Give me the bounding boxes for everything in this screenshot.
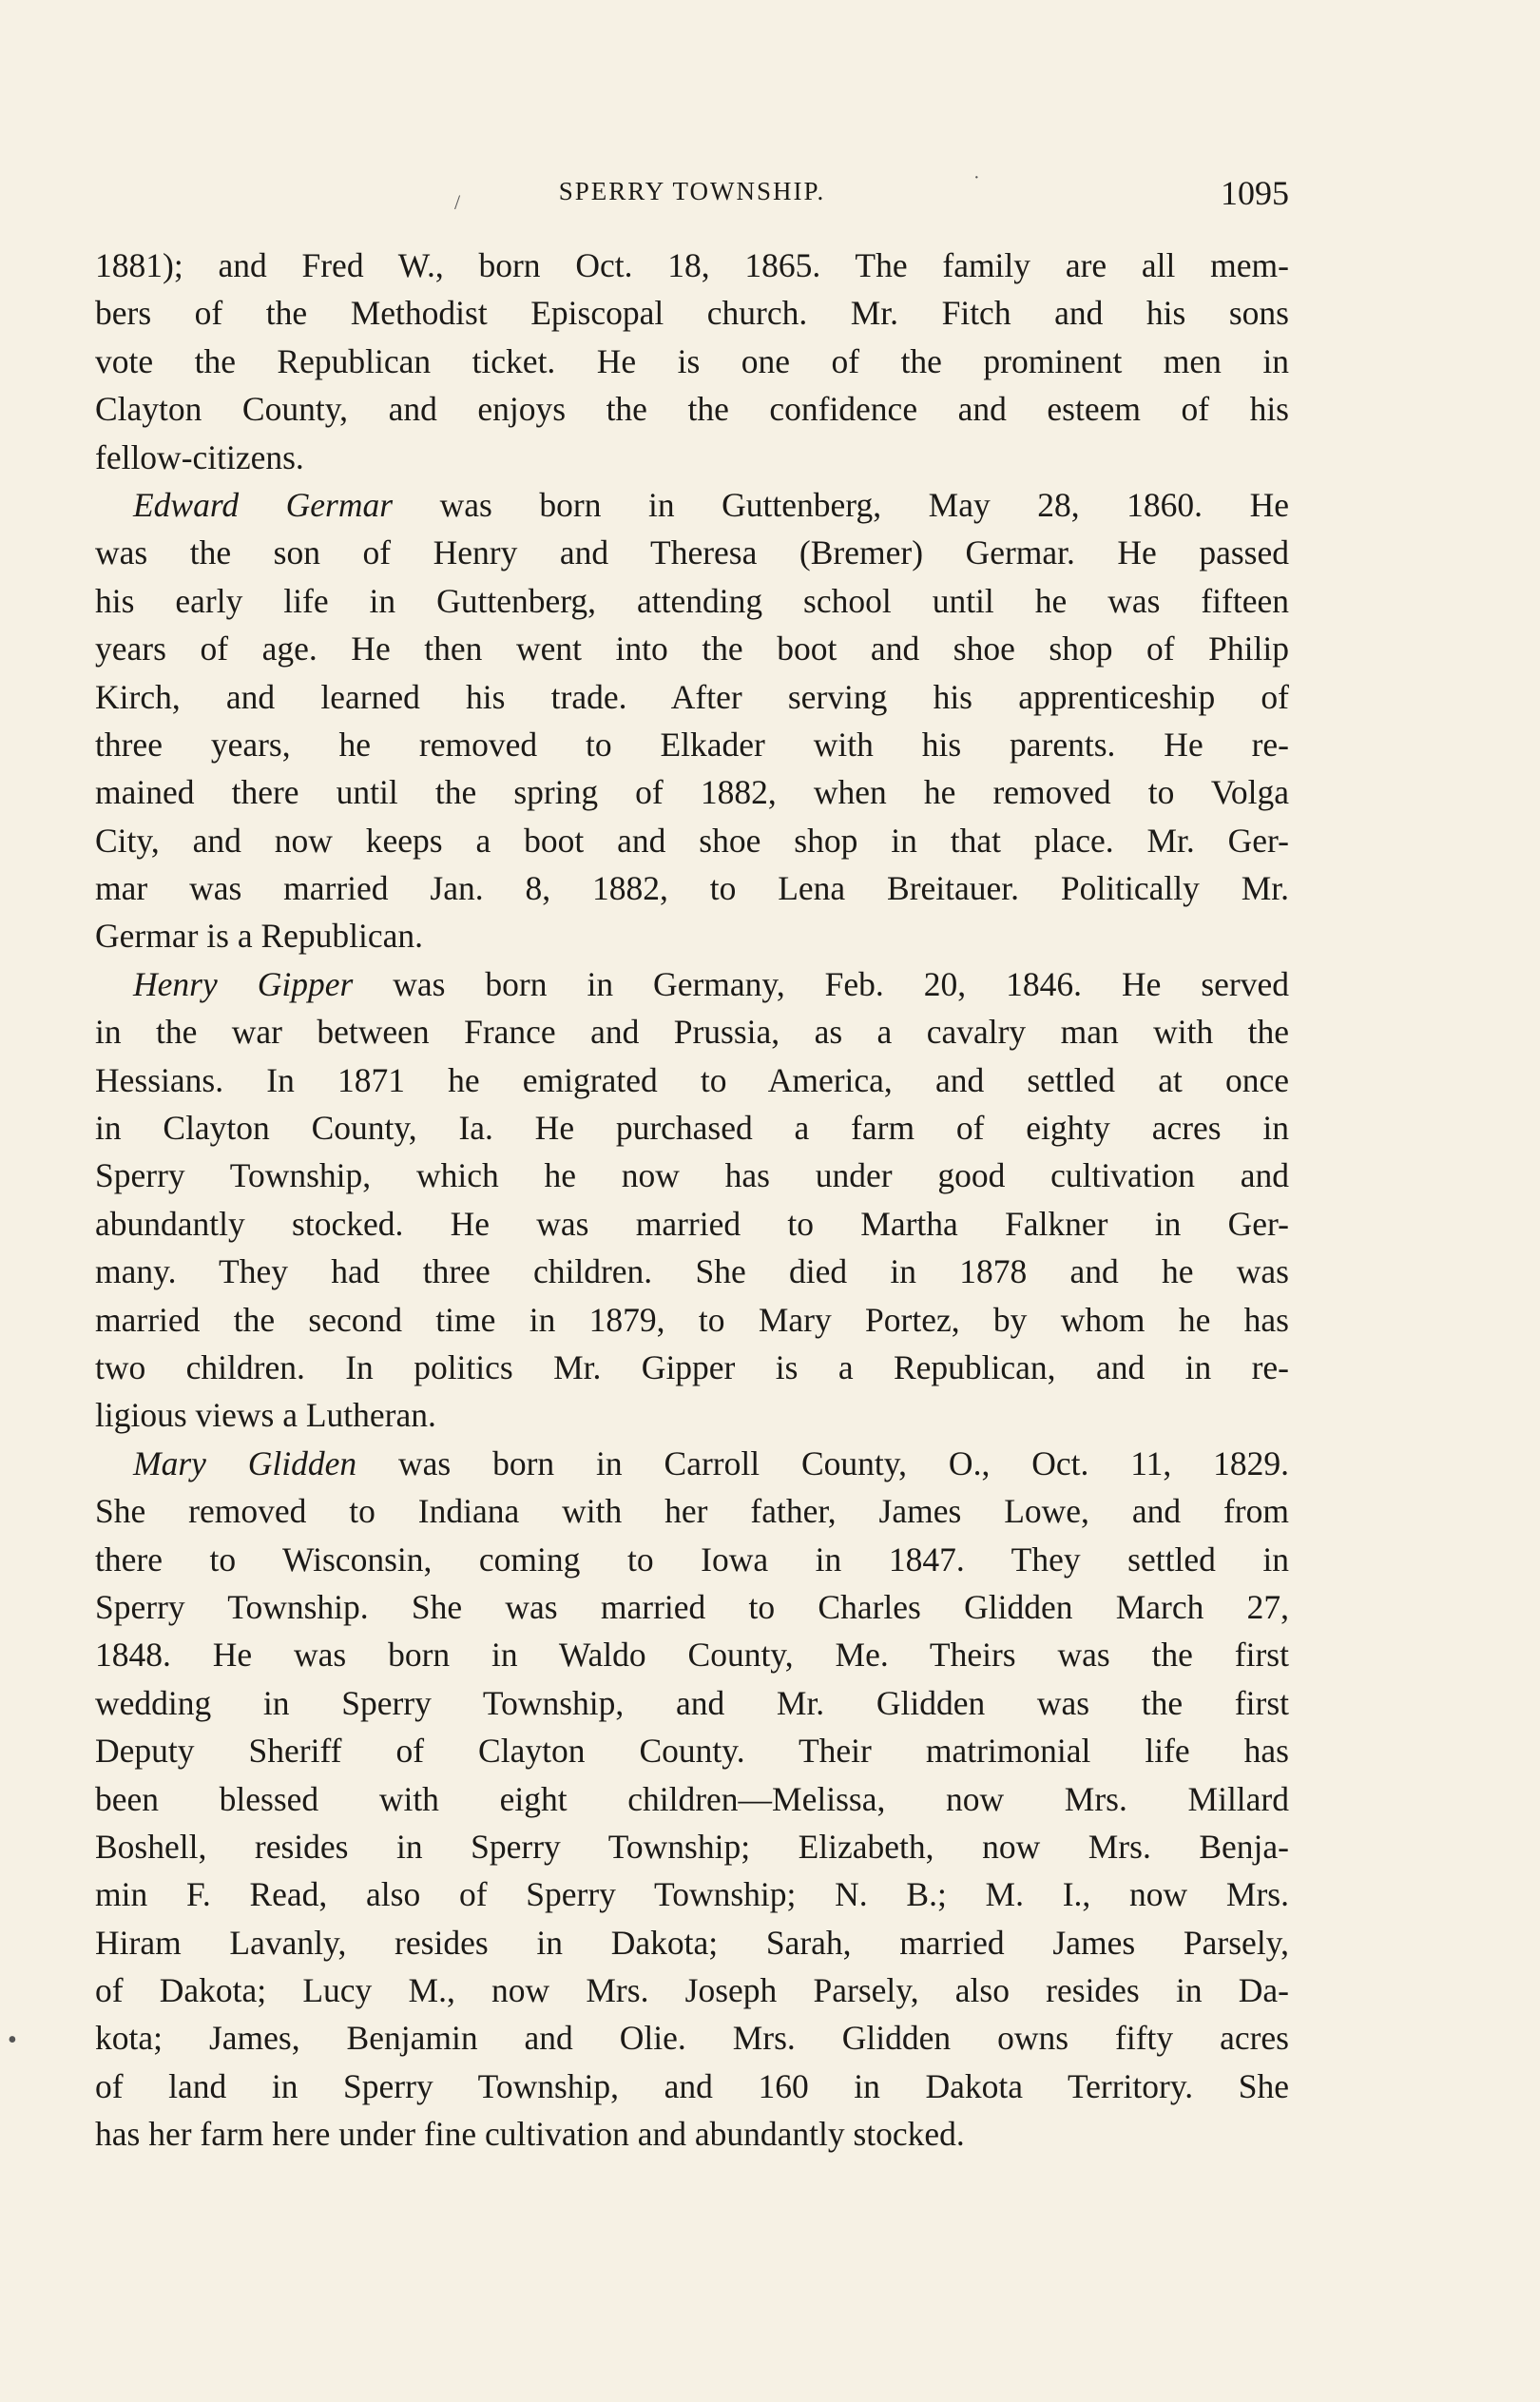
text-line: Henry Gipper was born in Germany, Feb. 20, 1846. He served — [133, 964, 1289, 1003]
text-line: 1848. He was born in Waldo County, Me. Theirs was the first — [95, 1636, 1289, 1675]
text-line: of land in Sperry Township, and 160 in Dakota Territory. She — [95, 2066, 1289, 2105]
text-line: Deputy Sheriff of Clayton County. Their matrimonial life has — [95, 1732, 1289, 1771]
text-line: Germar is a Republican. — [95, 917, 424, 956]
text-line: Kirch, and learned his trade. After serving his apprenticeship of — [95, 677, 1289, 716]
text-line: Sperry Township. She was married to Charles Glidden March 27, — [95, 1587, 1289, 1626]
text-line: in the war between France and Prussia, as a cavalry man with the — [95, 1013, 1289, 1052]
text-line: fellow-citizens. — [95, 437, 304, 476]
text-line: wedding in Sperry Township, and Mr. Glidden was the first — [95, 1683, 1289, 1722]
print-mark-dot: · — [973, 167, 980, 188]
text-line: Hessians. In 1871 he emigrated to America, and settled at once — [95, 1060, 1289, 1099]
text-line: mar was married Jan. 8, 1882, to Lena Breitauer. Politically Mr. — [95, 869, 1289, 908]
running-head — [95, 173, 1289, 211]
text-line: min F. Read, also of Sperry Township; N. B.; M. I., now Mrs. — [95, 1875, 1289, 1914]
text-line: was the son of Henry and Theresa (Bremer) Germar. He passed — [95, 533, 1289, 572]
text-line: been blessed with eight children—Melissa, now Mrs. Millard — [95, 1779, 1289, 1818]
page-number: 1095 — [1221, 174, 1289, 212]
text-line: 1881); and Fred W., born Oct. 18, 1865. The family are all mem- — [95, 246, 1289, 284]
running-title: SPERRY TOWNSHIP. — [558, 177, 826, 205]
text-line: City, and now keeps a boot and shoe shop in that place. Mr. Ger- — [95, 821, 1289, 860]
person-name: Edward Germar — [133, 485, 394, 524]
text-line: abundantly stocked. He was married to Martha Falkner in Ger- — [95, 1204, 1289, 1243]
text-line: married the second time in 1879, to Mary Portez, by whom he has — [95, 1300, 1289, 1339]
text-line: many. They had three children. She died in 1878 and he was — [95, 1252, 1289, 1291]
text-line: of Dakota; Lucy M., now Mrs. Joseph Parsely, also resides in Da- — [95, 1971, 1289, 2010]
text-line: has her farm here under fine cultivation and abundantly stocked. — [95, 2115, 965, 2154]
text-line: three years, he removed to Elkader with his parents. He re- — [95, 725, 1289, 764]
body-text — [95, 242, 1289, 2159]
text-line: there to Wisconsin, coming to Iowa in 1847. They settled in — [95, 1540, 1289, 1579]
text-line: bers of the Methodist Episcopal church. Mr. Fitch and his sons — [95, 294, 1289, 333]
person-name: Mary Glidden — [133, 1443, 357, 1482]
text-line: Clayton County, and enjoys the the confidence and esteem of his — [95, 390, 1289, 429]
text-line: his early life in Guttenberg, attending school until he was fifteen — [95, 581, 1289, 620]
text-line: two children. In politics Mr. Gipper is a Republican, and in re- — [95, 1347, 1289, 1386]
text-line: Hiram Lavanly, resides in Dakota; Sarah, married James Parsely, — [95, 1923, 1289, 1962]
text-line: Boshell, resides in Sperry Township; Elizabeth, now Mrs. Benja- — [95, 1827, 1289, 1866]
text-line: kota; James, Benjamin and Olie. Mrs. Glidden owns fifty acres — [95, 2019, 1289, 2058]
text-line: ligious views a Lutheran. — [95, 1396, 436, 1435]
text-line: Edward Germar was born in Guttenberg, May 28, 1860. He — [133, 485, 1289, 524]
text-line: years of age. He then went into the boot and shoe shop of Philip — [95, 630, 1289, 668]
text-line: Sperry Township, which he now has under good cultivation and — [95, 1156, 1289, 1195]
text-line: in Clayton County, Ia. He purchased a farm of eighty acres in — [95, 1109, 1289, 1148]
text-line: mained there until the spring of 1882, when he removed to Volga — [95, 773, 1289, 812]
person-name: Henry Gipper — [133, 964, 354, 1003]
text-line: Mary Glidden was born in Carroll County, O., Oct. 11, 1829. — [133, 1443, 1289, 1482]
print-mark-dot: • — [8, 2025, 17, 2055]
text-line: She removed to Indiana with her father, James Lowe, and from — [95, 1492, 1289, 1531]
print-mark-slash: / — [454, 190, 461, 214]
text-line: vote the Republican ticket. He is one of the prominent men in — [95, 341, 1289, 380]
